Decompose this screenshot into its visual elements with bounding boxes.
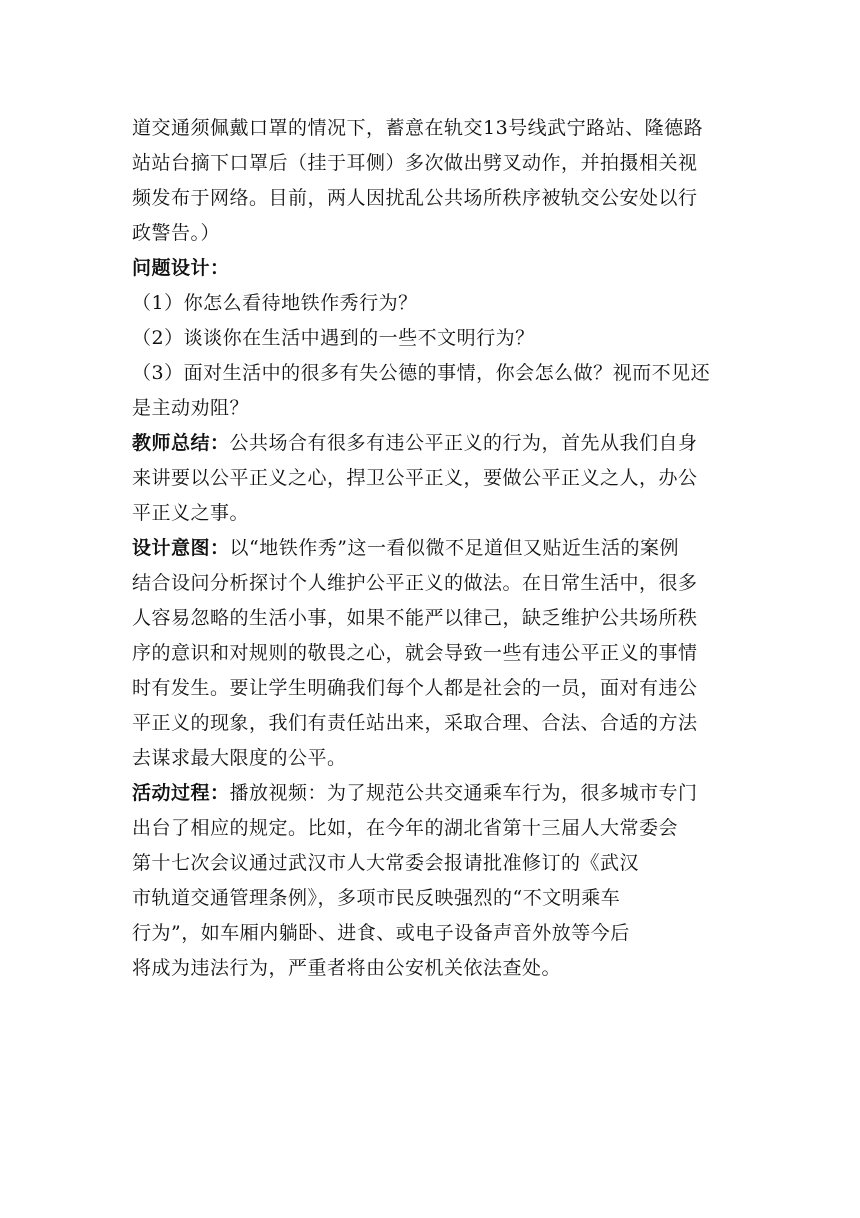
activity-line-3: 第十七次会议通过武汉市人大常委会报请批准修订的《武汉	[132, 852, 640, 874]
activity-heading: 活动过程：	[132, 782, 230, 804]
design-intent-line-4: 序的意识和对规则的敬畏之心，就会导致一些有违公平正义的事情	[132, 642, 698, 664]
question-item-2: （2）谈谈你在生活中遇到的一些不文明行为？	[132, 327, 535, 349]
design-intent-section	[132, 531, 728, 776]
design-intent-line-6: 平正义的现象，我们有责任站出来，采取合理、合法、合适的方法	[132, 712, 698, 734]
design-intent-text-1: 以“地铁作秀”这一看似微不足道但又贴近生活的案例	[229, 537, 679, 559]
activity-line-6: 将成为违法行为，严重者将由公安机关依法查处。	[132, 957, 562, 979]
activity-line-2: 出台了相应的规定。比如，在今年的湖北省第十三届人大常委会	[132, 817, 679, 839]
design-intent-line-5: 时有发生。要让学生明确我们每个人都是社会的一员，面对有违公	[132, 677, 698, 699]
teacher-summary-section	[132, 426, 728, 531]
teacher-summary-text-1: 公共场合有很多有违公平正义的行为，首先从我们自身	[229, 432, 698, 454]
teacher-summary-line-1	[132, 426, 728, 461]
activity-section	[132, 776, 728, 986]
activity-line-1	[132, 776, 728, 811]
activity-text-1: 播放视频：为了规范公共交通乘车行为，很多城市专门	[229, 782, 698, 804]
question-design-heading: 问题设计：	[132, 257, 230, 279]
design-intent-line-1	[132, 531, 728, 566]
design-intent-line-3: 人容易忽略的生活小事，如果不能严以律己，缺乏维护公共场所秩	[132, 607, 698, 629]
design-intent-heading: 设计意图：	[132, 537, 230, 559]
question-item-3: （3）面对生活中的很多有失公德的事情，你会怎么做？视而不见还	[132, 362, 711, 384]
teacher-summary-line-2: 来讲要以公平正义之心，捍卫公平正义，要做公平正义之人，办公	[132, 467, 698, 489]
intro-line-1: 道交通须佩戴口罩的情况下，蓄意在轨交13号线武宁路站、隆德路	[132, 117, 704, 139]
teacher-summary-line-3: 平正义之事。	[132, 502, 250, 524]
activity-line-5: 行为”，如车厢内躺卧、进食、或电子设备声音外放等今后	[132, 922, 630, 944]
design-intent-line-2: 结合设问分析探讨个人维护公平正义的做法。在日常生活中，很多	[132, 572, 698, 594]
question-item-3-cont: 是主动劝阻？	[132, 397, 250, 419]
question-design-section	[132, 251, 728, 426]
design-intent-line-7: 去谋求最大限度的公平。	[132, 747, 347, 769]
intro-line-2: 站站台摘下口罩后（挂于耳侧）多次做出劈叉动作，并拍摄相关视	[132, 152, 698, 174]
question-item-1: （1）你怎么看待地铁作秀行为？	[132, 292, 418, 314]
intro-paragraph	[132, 111, 728, 251]
teacher-summary-heading: 教师总结：	[132, 432, 230, 454]
intro-line-3: 频发布于网络。目前，两人因扰乱公共场所秩序被轨交公安处以行	[132, 187, 698, 209]
activity-line-4: 市轨道交通管理条例》，多项市民反映强烈的“不文明乘车	[132, 887, 621, 909]
document-page	[132, 111, 728, 986]
intro-line-4: 政警告。）	[132, 222, 221, 244]
